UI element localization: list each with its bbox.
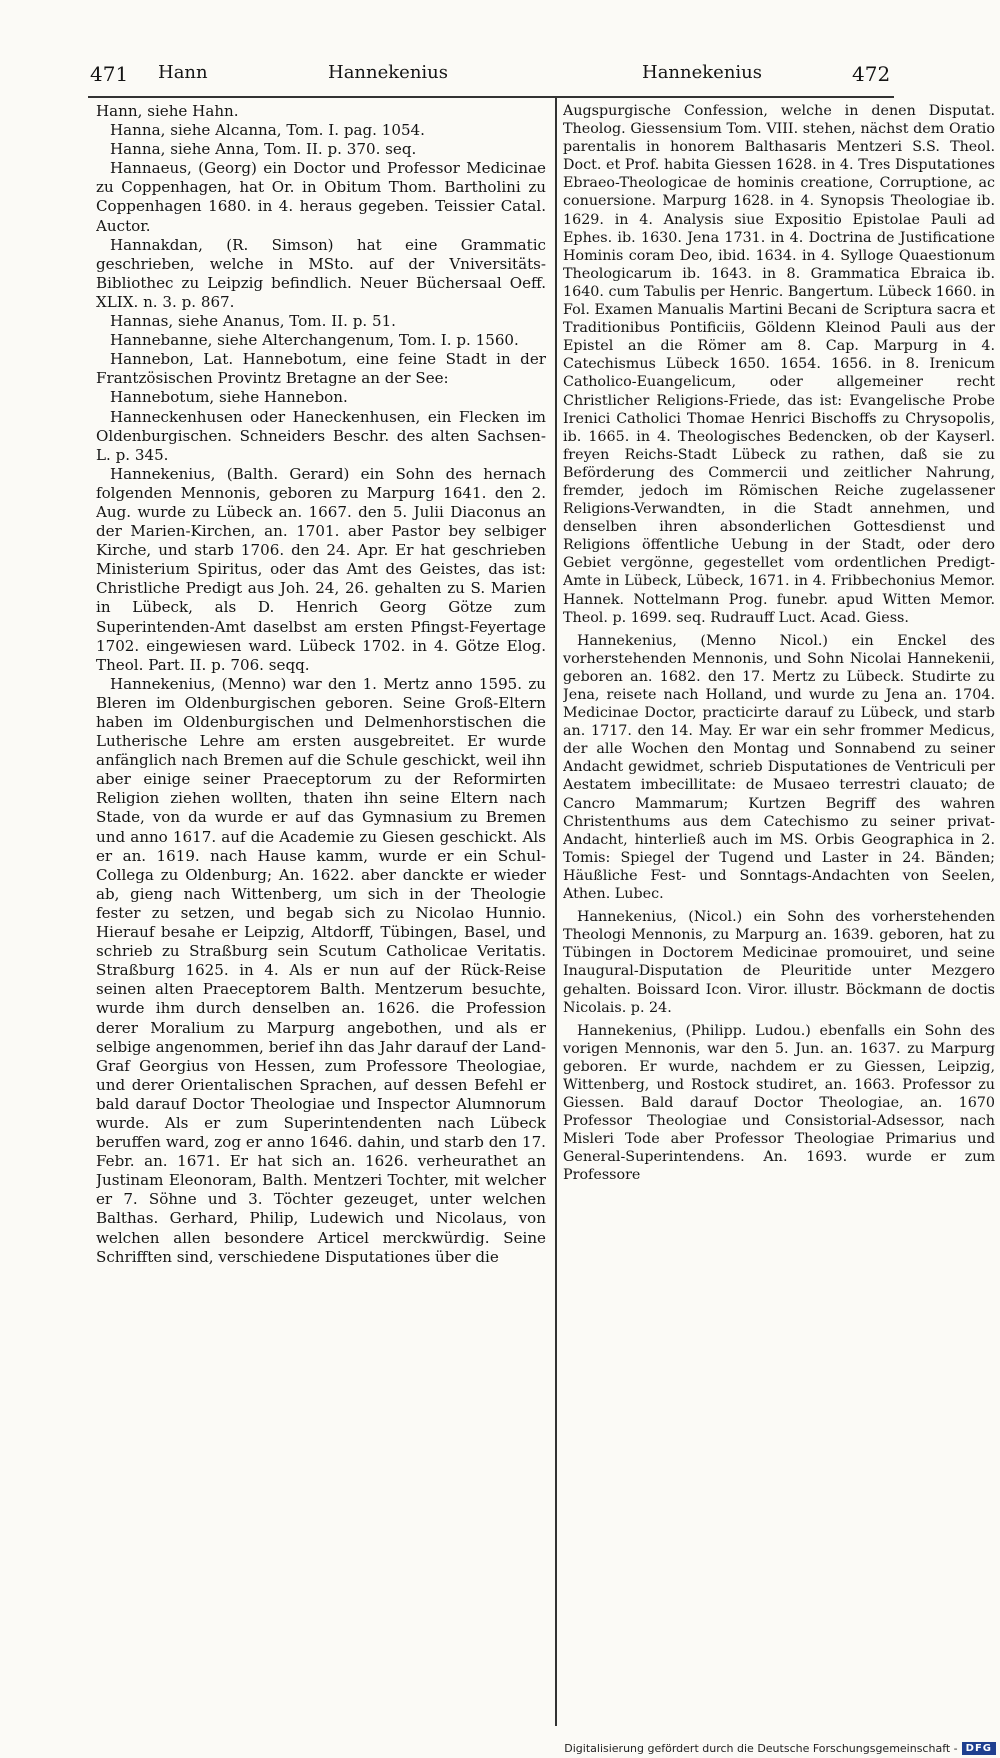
entry-hannekenius-menno-continued: Augspurgische Confession, welche in denen Disputat. Theolog. Giessensium Tom. VIII. stehen, nächst dem Oratio parentalis in honorem Balthasaris Mentzeri S.S. Theol. Doct. et Prof. habita Giessen 1628. in 4. Tres Disputationes Ebraeo-Theologicae de hominis creatione, Corruptione, ac conuersione. Marpurg 1628. in 4. Synopsis Theologiae ib. 1629. in 4. Analysis siue Expositio Epistolae Pauli ad Ephes. ib. 1630. Jena 1731. in 4. Doctrina de Justificatione Hominis coram Deo, ibid. 1634. in 4. Sylloge Quaestionum Theologicarum ib. 1643. in 8. Grammatica Ebraica ib. 1640. cum Tabulis per Henric. Bangertum. Lübeck 1660. in Fol. Examen Manualis Martini Becani de Scriptura sacra et Traditionibus Pontificiis, Göldenn Kleinod Pauli aus der Epistel an die Römer am 8. Cap. Marpurg in 4. Catechismus Lübeck 1650. 1654. 1656. in 8. Irenicum Catholico-Euangelicum, oder allgemeiner recht Christlicher Religions-Friede, das ist: Evangelische Probe Irenici Catholici Thomae Henrici Bischoffs zu Chrysopolis, ib. 1665. in 4. Theologisches Bedencken, ob der Kayserl. freyen Reichs-Stadt Lübeck zu rathen, daß sie zu Beförderung des Commercii und zeitlicher Nahrung, fremder, jedoch im Römischen Reiche zugelassener Religions-Verwandten, in die Stadt annehmen, und denselben ihren absonderlichen Gottesdienst und Religions öffentliche Uebung in der Stadt, oder dero Gebiet vergönne, gegestellet vom ordentlichen Predigt-Amte in Lübeck, Lübeck, 1671. in 4. Fribbechonius Memor. Hannek. Nottelmann Prog. funebr. apud Witten Memor. Theol. p. 1699. seq. Rudrauff Luct. Acad. Giess.	[563, 103, 995, 626]
right-running-head: Hannekenius	[642, 62, 763, 83]
dfg-logo: DFG	[962, 1742, 996, 1755]
entry-hannakdan: Hannakdan, (R. Simson) hat eine Grammatic geschrieben, welche in MSto. auf der Vniversitäts-Bibliothec zu Leipzig befindlich. Neuer Büchersaal Oeff. XLIX. n. 3. p. 867.	[96, 235, 546, 311]
entry-hanna-alcanna: Hanna, siehe Alcanna, Tom. I. pag. 1054.	[110, 121, 425, 140]
left-column	[96, 102, 546, 1722]
column-divider	[555, 98, 557, 1726]
entry-hannebanne: Hannebanne, siehe Alterchangenum, Tom. I. p. 1560.	[110, 331, 519, 350]
entry-hannebotum: Hannebotum, siehe Hannebon.	[110, 388, 348, 407]
entry-hannekenius-menno: Hannekenius, (Menno) war den 1. Mertz anno 1595. zu Bleren im Oldenburgischen geboren. Seine Groß-Eltern haben im Oldenburgischen und Delmenhorstischen die Lutherische Lehre am ersten ausgebreitet. Er wurde anfänglich nach Bremen auf die Schule geschickt, weil ihn aber einige seiner Praeceptorum zu der Reformirten Religion ziehen wollten, thaten ihn seine Eltern nach Stade, von da wurde er auf das Gymnasium zu Bremen und anno 1617. auf die Academie zu Giesen geschickt. Als er an. 1619. nach Hause kamm, wurde er ein Schul-Collega zu Oldenburg; An. 1622. aber danckte er wieder ab, gieng nach Wittenberg, um sich in der Theologie fester zu setzen, und begab sich zu Nicolao Hunnio. Hierauf besahe er Leipzig, Altdorff, Tübingen, Basel, und schrieb zu Straßburg sein Scutum Catholicae Veritatis. Straßburg 1625. in 4. Als er nun auf der Rück-Reise seinen alten Praeceptorem Balth. Mentzerum besuchte, wurde ihm durch denselben an. 1626. die Profession derer Moralium zu Marpurg angebothen, und als er selbige angenommen, berief ihn das Jahr darauf der Land-Graf Georgius von Hessen, zum Professore Theologiae, und derer Orientalischen Sprachen, auf dessen Befehl er bald darauf Doctor Theologiae und Inspector Alumnorum wurde. Als er zum Superintendenten nach Lübeck beruffen ward, zog er anno 1646. dahin, und starb den 17. Febr. an. 1671. Er hat sich an. 1626. verheurathet an Justinam Eleonoram, Balth. Mentzeri Tochter, mit welcher er 7. Söhne und 3. Töchter gezeuget, unter welchen Balthas. Gerhard, Philip, Ludewich und Nicolaus, von welchen allen besondere Articel merckwürdig. Seine Schrifften sind, verschiedene Disputationes über die	[96, 674, 546, 1266]
entry-hannekenius-menno-nicol: Hannekenius, (Menno Nicol.) ein Enckel des vorherstehenden Mennonis, und Sohn Nicolai Hannekenii, geboren an. 1682. den 17. Mertz zu Lübeck. Studirte zu Jena, reisete nach Holland, und wurde zu Jena an. 1704. Medicinae Doctor, practicirte darauf zu Lübeck, und starb an. 1717. den 14. May. Er war ein sehr frommer Medicus, der alle Wochen den Montag und Sonnabend zu seiner Andacht gewidmet, schrieb Disputationes de Ventriculi per Aestatem imbecillitate: de Musaeo terrestri clauato; de Cancro Mammarum; Kurtzen Begriff des wahren Christenthums aus dem Catechismo zu seiner privat-Andacht, hinterließ auch im MS. Orbis Geographica in 2. Tomis: Spiegel der Tugend und Laster in 24. Bänden; Häußliche Fest- und Sonntags-Andachten von Seelen, Athen. Lubec.	[563, 632, 995, 903]
entry-hannaeus: Hannaeus, (Georg) ein Doctor und Professor Medicinae zu Coppenhagen, hat Or. in Obitum Thom. Bartholini zu Coppenhagen 1680. in 4. heraus gegeben. Teissier Catal. Auctor.	[96, 159, 546, 235]
left-page-number: 471	[90, 62, 129, 86]
entry-hanna-anna: Hanna, siehe Anna, Tom. II. p. 370. seq.	[110, 140, 417, 159]
entry-hannekenius-philipp-ludou: Hannekenius, (Philipp. Ludou.) ebenfalls ein Sohn des vorigen Mennonis, war den 5. Jun. an. 1637. zu Marpurg geboren. Er wurde, nachdem er zu Giessen, Leipzig, Wittenberg, und Rostock studiret, an. 1663. Professor zu Giessen. Bald darauf Doctor Theologiae, an. 1670 Professor Theologiae und Consistorial-Adsessor, nach Misleri Tode aber Professor Theologiae Primarius und General-Superintendens. An. 1693. wurde er zum Professore	[563, 1022, 995, 1184]
footer-text: Digitalisierung gefördert durch die Deutsche Forschungsgemeinschaft -	[564, 1741, 958, 1755]
entry-hannekenius-balth-gerard: Hannekenius, (Balth. Gerard) ein Sohn des hernach folgenden Mennonis, geboren zu Marpurg 1641. den 2. Aug. wurde zu Lübeck an. 1667. den 5. Julii Diaconus an der Marien-Kirchen, an. 1701. aber Pastor bey selbiger Kirche, und starb 1706. den 24. Apr. Er hat geschrieben Ministerium Spiritus, oder das Amt des Geistes, das ist: Christliche Predigt aus Joh. 24, 26. gehalten zu S. Marien in Lübeck, als D. Henrich Georg Götze zum Superintenden-Amt daselbst am ersten Pfingst-Feyertage 1702. eingewiesen ward. Lübeck 1702. in 4. Götze Elog. Theol. Part. II. p. 706. seqq.	[96, 464, 546, 674]
right-page-number: 472	[852, 62, 891, 86]
entry-hannebon: Hannebon, Lat. Hannebotum, eine feine Stadt in der Frantzösischen Provintz Bretagne an der See:	[96, 350, 546, 388]
digitization-footer	[564, 1738, 1000, 1758]
right-column	[563, 102, 995, 1722]
entry-hannas: Hannas, siehe Ananus, Tom. II. p. 51.	[110, 312, 396, 331]
left-catchword: Hann	[158, 62, 208, 83]
left-running-head: Hannekenius	[328, 62, 449, 83]
entry-hanneckenhusen: Hanneckenhusen oder Haneckenhusen, ein Flecken im Oldenburgischen. Schneiders Beschr. des alten Sachsen-L. p. 345.	[96, 407, 546, 464]
entry-hannekenius-nicol: Hannekenius, (Nicol.) ein Sohn des vorherstehenden Theologi Mennonis, zu Marpurg an. 1639. geboren, hat zu Tübingen in Doctorem Medicinae promouiret, und seine Inaugural-Disputation de Pleuritide unter Mezgero gehalten. Boissard Icon. Viror. illustr. Böckmann de doctis Nicolais. p. 24.	[563, 909, 995, 1016]
page-header	[0, 0, 1000, 110]
entry-hann: Hann, siehe Hahn.	[96, 102, 239, 120]
header-rule-left	[88, 96, 556, 98]
header-rule-right	[556, 96, 894, 98]
